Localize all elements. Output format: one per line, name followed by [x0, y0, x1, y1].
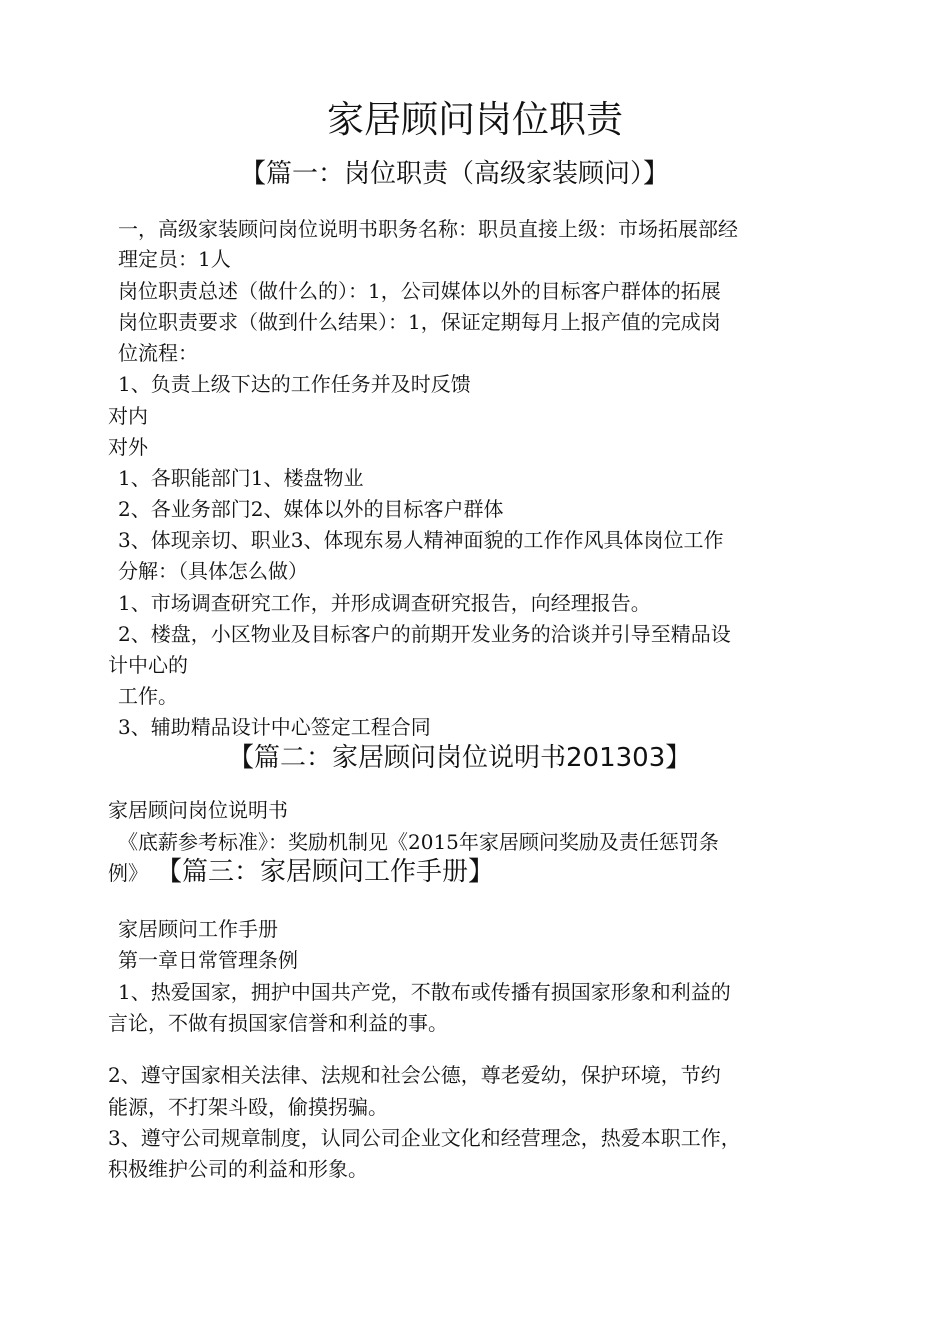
section-3-heading: 【篇三：家居顾问工作手册】 [156, 857, 495, 887]
paragraph-line: 1、各职能部门1、楼盘物业 [118, 466, 364, 490]
paragraph-line: 分解：（具体怎么做） [118, 559, 308, 583]
paragraph-line: 理定员：1人 [118, 247, 231, 271]
paragraph-line: 对外 [108, 435, 148, 459]
paragraph-line: 3、体现亲切、职业3、体现东易人精神面貌的工作作风具体岗位工作 [118, 528, 724, 552]
section-2-heading: 【篇二：家居顾问岗位说明书201303】 [228, 743, 692, 773]
section-1-heading: 【篇一：岗位职责（高级家装顾问）】 [240, 159, 670, 189]
paragraph-line: 2、遵守国家相关法律、法规和社会公德，尊老爱幼，保护环境，节约 [108, 1063, 721, 1087]
paragraph-line: 3、辅助精品设计中心签定工程合同 [118, 715, 431, 739]
paragraph-line: 2、各业务部门2、媒体以外的目标客户群体 [118, 497, 504, 521]
paragraph-line: 积极维护公司的利益和形象。 [108, 1157, 368, 1181]
paragraph-line: 一，高级家装顾问岗位说明书职务名称：职员直接上级：市场拓展部经 [118, 217, 738, 241]
paragraph-line: 能源，不打架斗殴，偷摸拐骗。 [108, 1095, 388, 1119]
paragraph-line: 例》 [108, 861, 148, 885]
paragraph-line: 《底薪参考标准》：奖励机制见《2015年家居顾问奖励及责任惩罚条 [118, 830, 719, 854]
paragraph-line: 2、楼盘，小区物业及目标客户的前期开发业务的洽谈并引导至精品设 [118, 622, 731, 646]
paragraph-line: 言论，不做有损国家信誉和利益的事。 [108, 1011, 448, 1035]
document-title: 家居顾问岗位职责 [327, 98, 623, 141]
paragraph-line: 计中心的 [108, 653, 188, 677]
paragraph-line: 1、市场调查研究工作，并形成调查研究报告，向经理报告。 [118, 591, 651, 615]
paragraph-line: 1、负责上级下达的工作任务并及时反馈 [118, 372, 471, 396]
paragraph-line: 家居顾问工作手册 [118, 917, 278, 941]
paragraph-line: 岗位职责总述（做什么的）：1，公司媒体以外的目标客户群体的拓展 [118, 279, 721, 303]
paragraph-line: 第一章日常管理条例 [118, 948, 298, 972]
paragraph-line: 家居顾问岗位说明书 [108, 798, 288, 822]
paragraph-line: 3、遵守公司规章制度，认同公司企业文化和经营理念，热爱本职工作， [108, 1126, 741, 1150]
paragraph-line: 工作。 [118, 684, 178, 708]
paragraph-line: 岗位职责要求（做到什么结果）：1，保证定期每月上报产值的完成岗 [118, 310, 721, 334]
paragraph-line: 位流程： [118, 341, 198, 365]
paragraph-line: 1、热爱国家，拥护中国共产党，不散布或传播有损国家形象和利益的 [118, 980, 731, 1004]
paragraph-line: 对内 [108, 404, 148, 428]
